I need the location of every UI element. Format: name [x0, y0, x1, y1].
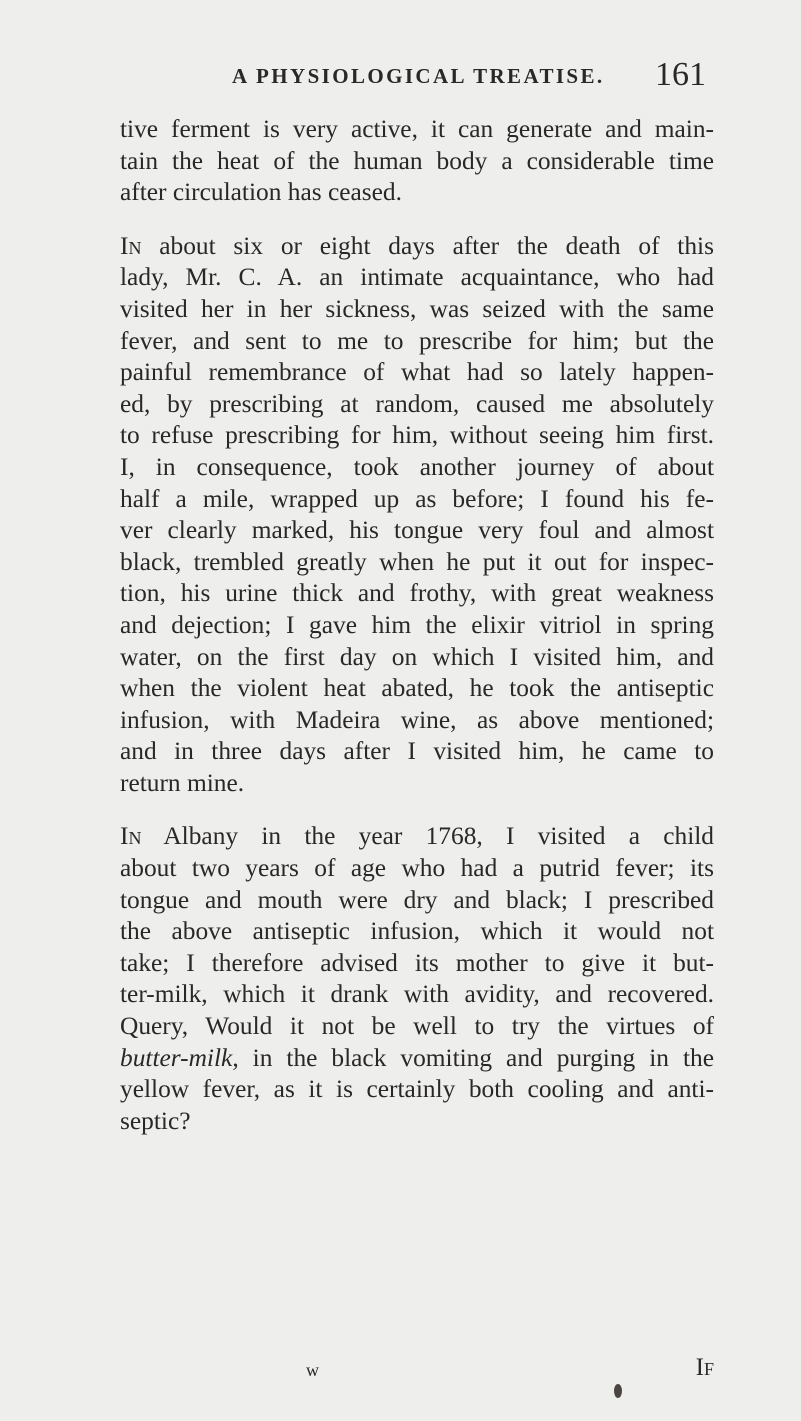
text-line: ver clearly marked, his tongue very foul and almost — [120, 516, 714, 545]
text-line: about two years of age who had a putrid fever; its — [120, 854, 714, 883]
text-line: after circulation has ceased. — [120, 178, 402, 207]
text-line: infusion, with Madeira wine, as above mentioned; — [120, 705, 714, 734]
text-line: take; I therefore advised its mother to give it but- — [120, 948, 714, 977]
text-line: and dejection; I gave him the elixir vitriol in spring — [120, 610, 714, 639]
ink-speck — [614, 1384, 622, 1398]
text-line: tongue and mouth were dry and black; I prescribed — [120, 885, 714, 914]
text-line: ter-milk, which it drank with avidity, and recovered. — [120, 980, 714, 1009]
text-line: painful remembrance of what had so lately happen- — [120, 358, 714, 387]
text-line: ed, by prescribing at random, caused me absolutely — [120, 389, 714, 418]
paragraph-2 — [120, 231, 714, 800]
text-run: , in the black vomiting and purging in the — [232, 1043, 714, 1072]
paragraph-gap — [120, 209, 714, 231]
catchword-text: If — [695, 1354, 714, 1381]
italic-term: butter-milk — [120, 1043, 233, 1072]
signature-mark: w — [306, 1360, 319, 1380]
text-line: tain the heat of the human body a considerable time — [120, 146, 714, 175]
text-line: to refuse prescribing for him, without seeing him first. — [120, 421, 714, 450]
text-line: septic? — [120, 1106, 191, 1135]
text-line: and in three days after I visited him, he came to — [120, 737, 714, 766]
text-line: I, in consequence, took another journey of about — [120, 452, 714, 481]
catchword — [696, 1354, 714, 1382]
running-head — [120, 56, 720, 96]
text-line: tion, his urine thick and frothy, with great weakness — [120, 579, 714, 608]
text-line — [120, 231, 714, 263]
text-line — [120, 821, 714, 853]
body-text — [120, 114, 714, 1137]
running-title: A PHYSIOLOGICAL TREATISE. — [232, 64, 605, 88]
text-line: tive ferment is very active, it can generate and main- — [120, 115, 714, 143]
text-run: about six or eight days after the death of this — [141, 231, 714, 260]
paragraph-lead-word: In — [120, 231, 142, 260]
text-line: black, trembled greatly when he put it out for inspec- — [120, 547, 714, 576]
text-line: half a mile, wrapped up as before; I found his fe- — [120, 484, 714, 513]
text-line: the above antiseptic infusion, which it would not — [120, 917, 714, 946]
text-line: lady, Mr. C. A. an intimate acquaintance, who had — [120, 263, 714, 292]
text-line: fever, and sent to me to prescribe for him; but the — [120, 326, 714, 355]
text-line: Query, Would it not be well to try the virtues of — [120, 1012, 714, 1041]
text-line: water, on the first day on which I visited him, and — [120, 642, 714, 671]
paragraph-gap — [120, 799, 714, 821]
paragraph-3 — [120, 821, 714, 1137]
text-line: visited her in her sickness, was seized with the same — [120, 294, 714, 323]
text-line — [120, 1043, 714, 1075]
paragraph-lead-word: In — [120, 822, 142, 851]
text-line: yellow fever, as it is certainly both cooling and anti- — [120, 1075, 714, 1104]
page-number: 161 — [655, 56, 706, 93]
text-run: Albany in the year 1768, I visited a child — [141, 822, 714, 851]
text-line: return mine. — [120, 768, 245, 797]
paragraph-1 — [120, 114, 714, 209]
page-footer — [120, 1354, 714, 1394]
text-line: when the violent heat abated, he took the antiseptic — [120, 674, 714, 703]
